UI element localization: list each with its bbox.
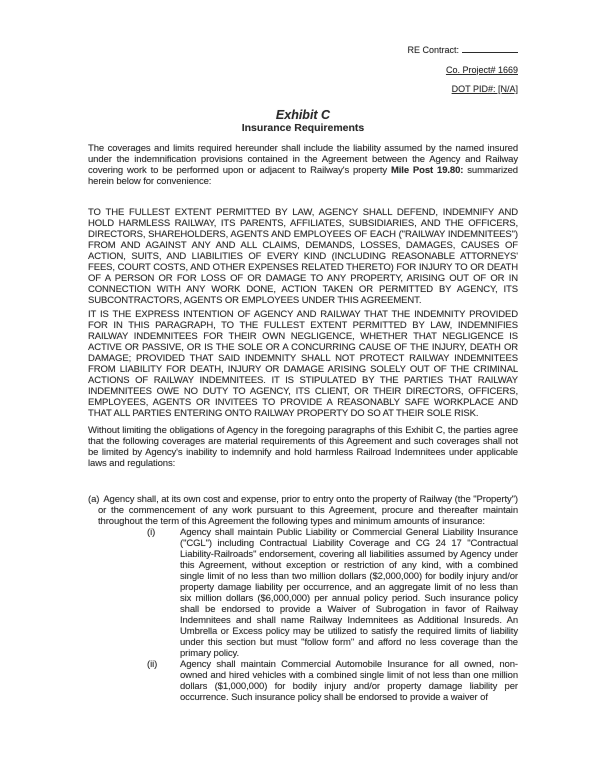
co-project-line: Co. Project# 1669 [445,64,518,75]
header-block [407,44,518,104]
intro-paragraph [88,143,518,187]
item-ii-marker: (ii) [147,659,158,670]
intro-text-before: The coverages and limits required hereunder shall include the liability assumed by the named insured under the indemnification provisions contained in the Agreement between the Agency and Railway covering work to be performed upon or adjacent to Railway's property [88,143,518,176]
item-i-marker: (i) [147,527,156,538]
exhibit-subtitle: Insurance Requirements [241,122,365,134]
list-item-a [88,494,518,527]
coverages-paragraph: Without limiting the obligations of Agency in the foregoing paragraphs of this Exhibit C, the parties agree that the following coverages are material requirements of this Agreement and such coverages shall not be limited by Agency's inability to indemnify and hold harmless Railroad Indemnitees under applicable laws and regulations: [88,425,518,469]
re-contract-label: RE Contract: [407,45,459,55]
document-body [88,108,518,703]
mile-post-bold: Mile Post 19.80: [390,165,464,176]
list-item-i [88,527,518,659]
item-a-marker: (a) [88,494,100,505]
exhibit-title: Exhibit C [275,108,331,122]
intro-text-after: summarized herein below for convenience: [88,165,518,187]
indemnity-paragraph-2: IT IS THE EXPRESS INTENTION OF AGENCY AND RAILWAY THAT THE INDEMNITY PROVIDED FOR IN THIS PARAGRAPH, TO THE FULLEST EXTENT PERMITTED BY LAW, INDEMNIFIES RAILWAY INDEMNITEES FOR THEIR OWN NEGLIGENCE, WHETHER THAT NEGLIGENCE IS ACTIVE OR PASSIVE, OR IS THE SOLE OR A CONCURRING CAUSE OF THE INJURY, DEATH OR DAMAGE; PROVIDED THAT SAID INDEMNITY SHALL NOT PROTECT RAILWAY INDEMNITEES FROM LIABILITY FOR DEATH, INJURY OR DAMAGE ARISING SOLELY OUT OF THE CRIMINAL ACTIONS OF RAILWAY INDEMNITEES. IT IS STIPULATED BY THE PARTIES THAT RAILWAY INDEMNITEES OWE NO DUTY TO AGENCY, ITS CLIENT, OR THEIR DIRECTORS, OFFICERS, EMPLOYEES, AGENTS OR INVITEES TO PROVIDE A REASONABLY SAFE WORKPLACE AND THAT ALL PARTIES ENTERING ONTO RAILWAY PROPERTY DO SO AT THEIR SOLE RISK. [88,309,518,419]
item-ii-text: Agency shall maintain Commercial Automobile Insurance for all owned, non-owned and hired vehicles with a combined single limit of not less than one million dollars ($1,000,000) for bodily injury and/or property damage liability per occurrence. Such insurance policy shall be endorsed to provide a waiver of [180,659,518,703]
re-contract-blank-line [462,44,518,53]
indemnity-paragraph-1: TO THE FULLEST EXTENT PERMITTED BY LAW, AGENCY SHALL DEFEND, INDEMNIFY AND HOLD HARMLESS RAILWAY, ITS PARENTS, AFFILIATES, SUBSIDIARIES, AND THE OFFICERS, DIRECTORS, SHAREHOLDERS, AGENTS AND EMPLOYEES OF EACH ("RAILWAY INDEMNITEES") FROM AND AGAINST ANY AND ALL CLAIMS, DEMANDS, LOSSES, DAMAGES, CAUSES OF ACTION, SUITS, AND LIABILITIES OF EVERY KIND (INCLUDING REASONABLE ATTORNEYS' FEES, COURT COSTS, AND OTHER EXPENSES RELATED THERETO) FOR INJURY TO OR DEATH OF A PERSON OR FOR LOSS OF OR DAMAGE TO ANY PROPERTY, ARISING OUT OF OR IN CONNECTION WITH ANY WORK DONE, ACTION TAKEN OR PERMITTED BY AGENCY, ITS SUBCONTRACTORS, AGENTS OR EMPLOYEES UNDER THIS AGREEMENT. [88,207,518,306]
list-item-ii [88,659,518,703]
item-a-text: Agency shall, at its own cost and expense, prior to entry onto the property of Railway (the "Property") or the commencement of any work pursuant to this Agreement, procure and thereafter maintain throughout the term of this Agreement the following types and minimum amounts of insurance: [98,494,518,527]
dot-pid-line: DOT PID#: [N/A] [451,84,518,94]
re-contract-line [407,44,518,56]
item-i-text: Agency shall maintain Public Liability or Commercial General Liability Insurance ("CGL") including Contractual Liability Coverage and CG 24 17 "Contractual Liability-Railroads" endorsement, covering all liabilities assumed by Agency under this Agreement, without exception or restriction of any kind, with a combined single limit of no less than two million dollars ($2,000,000) for bodily injury and/or property damage liability per occurrence, and an aggregate limit of no less than six million dollars ($6,000,000) per annual policy period. Such insurance policy shall be endorsed to provide a Waiver of Subrogation in favor of Railway Indemnitees and shall name Railway Indemnitees as Additional Insureds. An Umbrella or Excess policy may be utilized to satisfy the required limits of liability under this section but must "follow form" and afford no less coverage than the primary policy. [180,527,518,659]
